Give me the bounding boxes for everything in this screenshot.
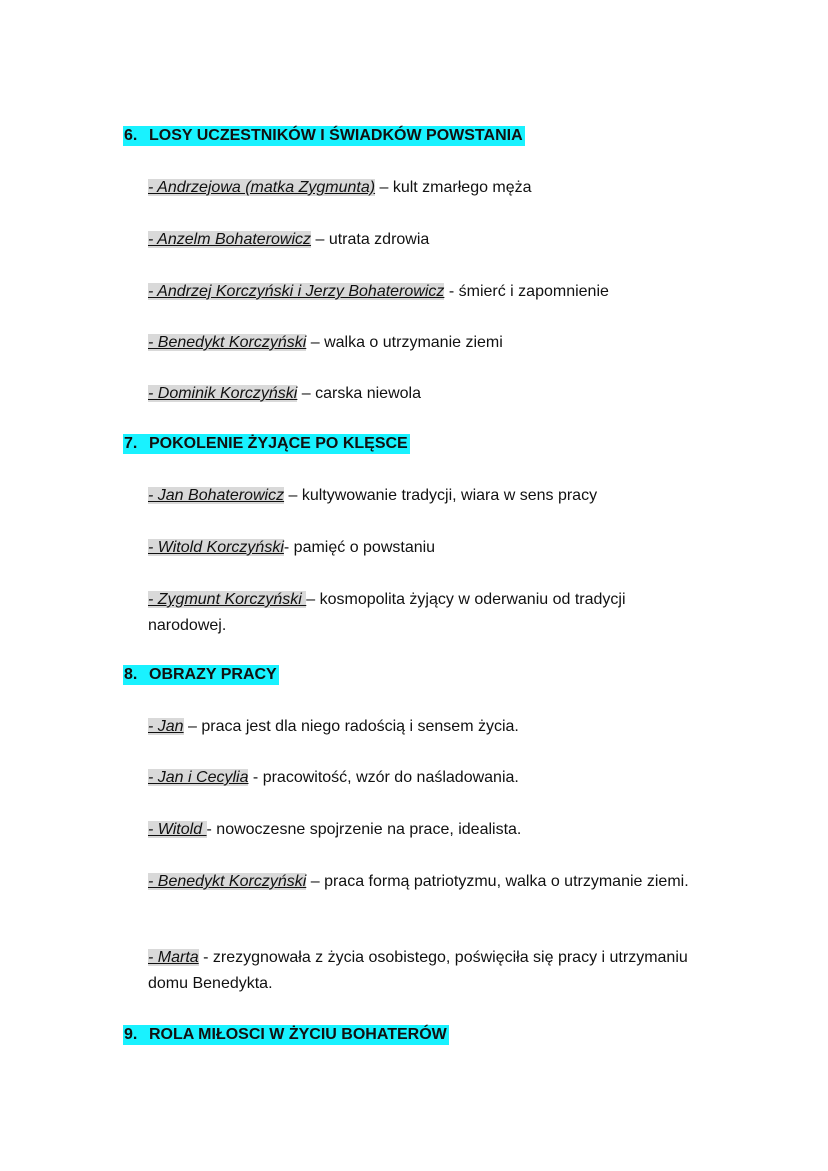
character-name: - Witold Korczyński (148, 539, 284, 556)
section-heading-9 (123, 1025, 449, 1045)
section-title: LOSY UCZESTNIKÓW I ŚWIADKÓW POWSTANIA (149, 127, 523, 144)
section-number: 7. (124, 435, 138, 452)
list-item (148, 483, 708, 509)
item-description: – kosmopolita żyjący w oderwaniu od tradycji narodowej. (148, 591, 626, 634)
character-name: - Witold (148, 821, 207, 838)
item-description: – utrata zdrowia (311, 231, 430, 248)
list-item (148, 714, 708, 740)
character-name: - Zygmunt Korczyński (148, 591, 307, 608)
list-item (148, 175, 708, 201)
section-number: 6. (124, 127, 138, 144)
list-item (148, 381, 708, 407)
character-name: - Jan i Cecylia (148, 769, 249, 786)
item-description: – walka o utrzymanie ziemi (306, 334, 503, 351)
item-description: – praca formą patriotyzmu, walka o utrzymanie ziemi. (306, 873, 689, 890)
character-name: - Benedykt Korczyński (148, 873, 307, 890)
character-name: - Jan (148, 718, 184, 735)
list-item (148, 227, 708, 253)
list-item (148, 279, 708, 305)
item-description: - pamięć o powstaniu (283, 539, 436, 556)
list-item (148, 535, 708, 561)
list-item (148, 587, 708, 639)
section-title: OBRAZY PRACY (149, 666, 277, 683)
list-item (148, 817, 708, 843)
item-description: - nowoczesne spojrzenie na prace, idealista. (206, 821, 522, 838)
list-item (148, 945, 708, 997)
list-item (148, 869, 708, 895)
item-description: – kultywowanie tradycji, wiara w sens pracy (284, 487, 598, 504)
list-item (148, 330, 708, 356)
character-name: - Benedykt Korczyński (148, 334, 307, 351)
section-number: 8. (124, 666, 138, 683)
item-description: – praca jest dla niego radością i sensem życia. (183, 718, 519, 735)
item-description: – carska niewola (297, 385, 421, 402)
section-title: POKOLENIE ŻYJĄCE PO KLĘSCE (149, 435, 408, 452)
character-name: - Jan Bohaterowicz (148, 487, 285, 504)
section-heading-6 (123, 126, 525, 146)
item-description: - pracowitość, wzór do naśladowania. (248, 769, 519, 786)
section-heading-7 (123, 434, 410, 454)
list-item (148, 765, 708, 791)
character-name: - Dominik Korczyński (148, 385, 298, 402)
item-description: – kult zmarłego męża (375, 179, 532, 196)
character-name: - Andrzej Korczyński i Jerzy Bohaterowicz (148, 283, 445, 300)
character-name: - Andrzejowa (matka Zygmunta) (148, 179, 376, 196)
item-description: - zrezygnowała z życia osobistego, poświęciła się pracy i utrzymaniu domu Benedykta. (148, 949, 688, 992)
item-description: - śmierć i zapomnienie (444, 283, 609, 300)
section-number: 9. (124, 1026, 138, 1043)
character-name: - Marta (148, 949, 199, 966)
section-title: ROLA MIŁOSCI W ŻYCIU BOHATERÓW (149, 1026, 447, 1043)
character-name: - Anzelm Bohaterowicz (148, 231, 312, 248)
section-heading-8 (123, 665, 279, 685)
